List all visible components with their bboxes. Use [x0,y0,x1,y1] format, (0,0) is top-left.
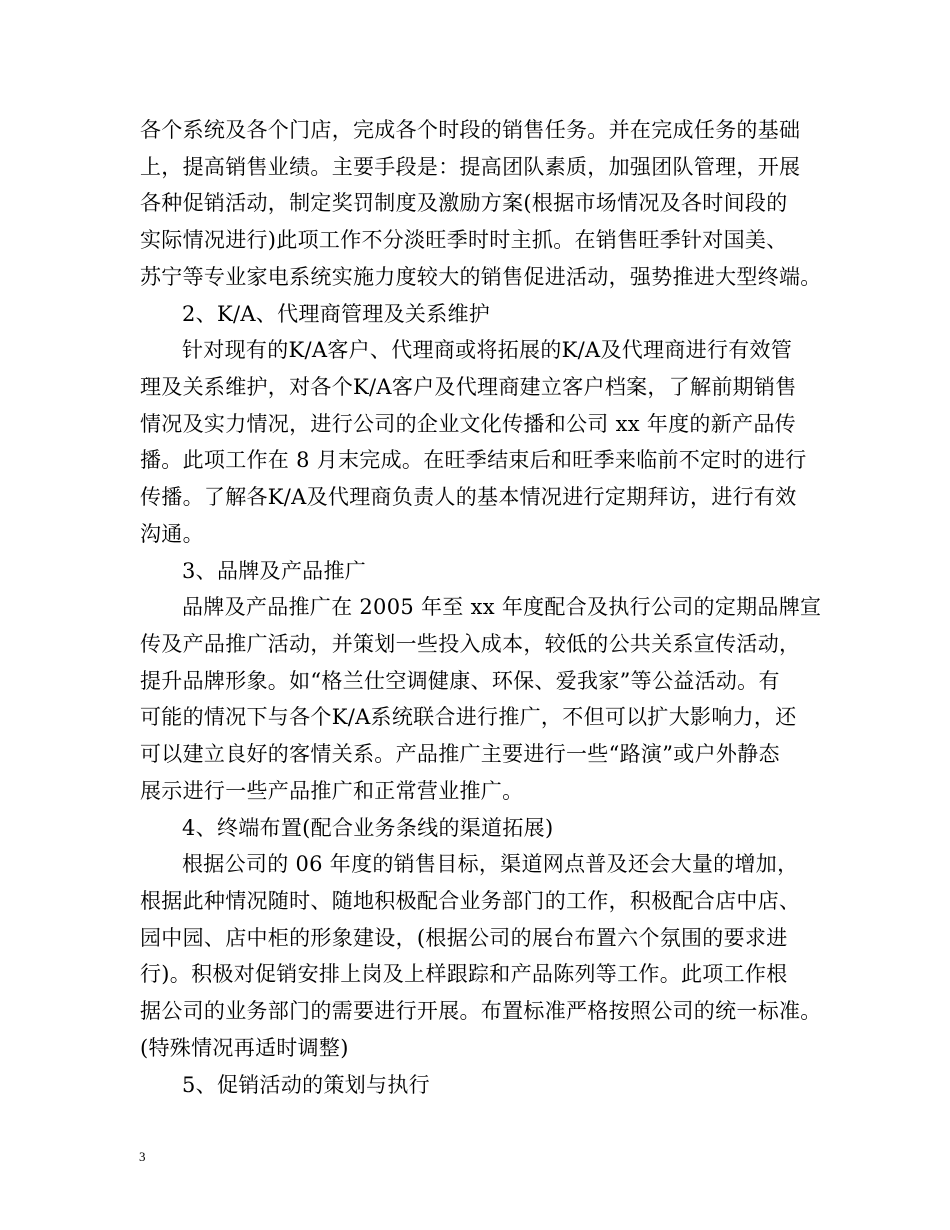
body-line: 可以建立良好的客情关系。产品推广主要进行一些“路演”或户外静态 [140,742,780,766]
body-line: 行)。积极对促销安排上岗及上样跟踪和产品陈列等工作。此项工作根 [140,962,788,986]
section-heading: 4、终端布置(配合业务条线的渠道拓展) [182,816,554,840]
page-number: 3 [139,1149,146,1164]
body-line: 实际情况进行)此项工作不分淡旺季时时主抓。在销售旺季针对国美、 [140,228,788,252]
body-line: 理及关系维护，对各个K/A客户及代理商建立客户档案，了解前期销售 [140,375,797,399]
body-line: 播。此项工作在 8 月末完成。在旺季结束后和旺季来临前不定时的进行 [140,448,807,472]
body-line: 根据公司的 06 年度的销售目标，渠道网点普及还会大量的增加， [182,852,799,876]
body-line: 提升品牌形象。如“格兰仕空调健康、环保、爱我家”等公益活动。有 [140,669,780,693]
body-line: 沟通。 [140,522,204,546]
section-heading: 3、品牌及产品推广 [182,559,367,583]
body-line: 传及产品推广活动，并策划一些投入成本，较低的公共关系宣传活动， [140,632,801,656]
body-line: 上，提高销售业绩。主要手段是：提高团队素质，加强团队管理，开展 [140,155,801,179]
body-line: 展示进行一些产品推广和正常营业推广。 [140,779,524,803]
body-line: (特殊情况再适时调整) [140,1036,349,1060]
body-line: 苏宁等专业家电系统实施力度较大的销售促进活动，强势推进大型终端。 [140,265,822,289]
body-line: 各种促销活动，制定奖罚制度及激励方案(根据市场情况及各时间段的 [140,191,788,215]
body-line: 园中园、店中柜的形象建设，(根据公司的展台布置六个氛围的要求进 [140,926,788,950]
body-line: 根据此种情况随时、随地积极配合业务部门的工作，积极配合店中店、 [140,889,801,913]
body-line: 品牌及产品推广在 2005 年至 xx 年度配合及执行公司的定期品牌宣 [182,595,822,619]
section-heading: 5、促销活动的策划与执行 [182,1073,430,1097]
body-line: 传播。了解各K/A及代理商负责人的基本情况进行定期拜访，进行有效 [140,485,797,509]
body-line: 据公司的业务部门的需要进行开展。布置标准严格按照公司的统一标准。 [140,999,822,1023]
body-line: 针对现有的K/A客户、代理商或将拓展的K/A及代理商进行有效管 [182,338,793,362]
body-line: 各个系统及各个门店，完成各个时段的销售任务。并在完成任务的基础 [140,118,801,142]
body-line: 情况及实力情况，进行公司的企业文化传播和公司 xx 年度的新产品传 [140,412,796,436]
section-heading: 2、K/A、代理商管理及关系维护 [182,302,491,326]
body-line: 可能的情况下与各个K/A系统联合进行推广，不但可以扩大影响力，还 [140,705,797,729]
